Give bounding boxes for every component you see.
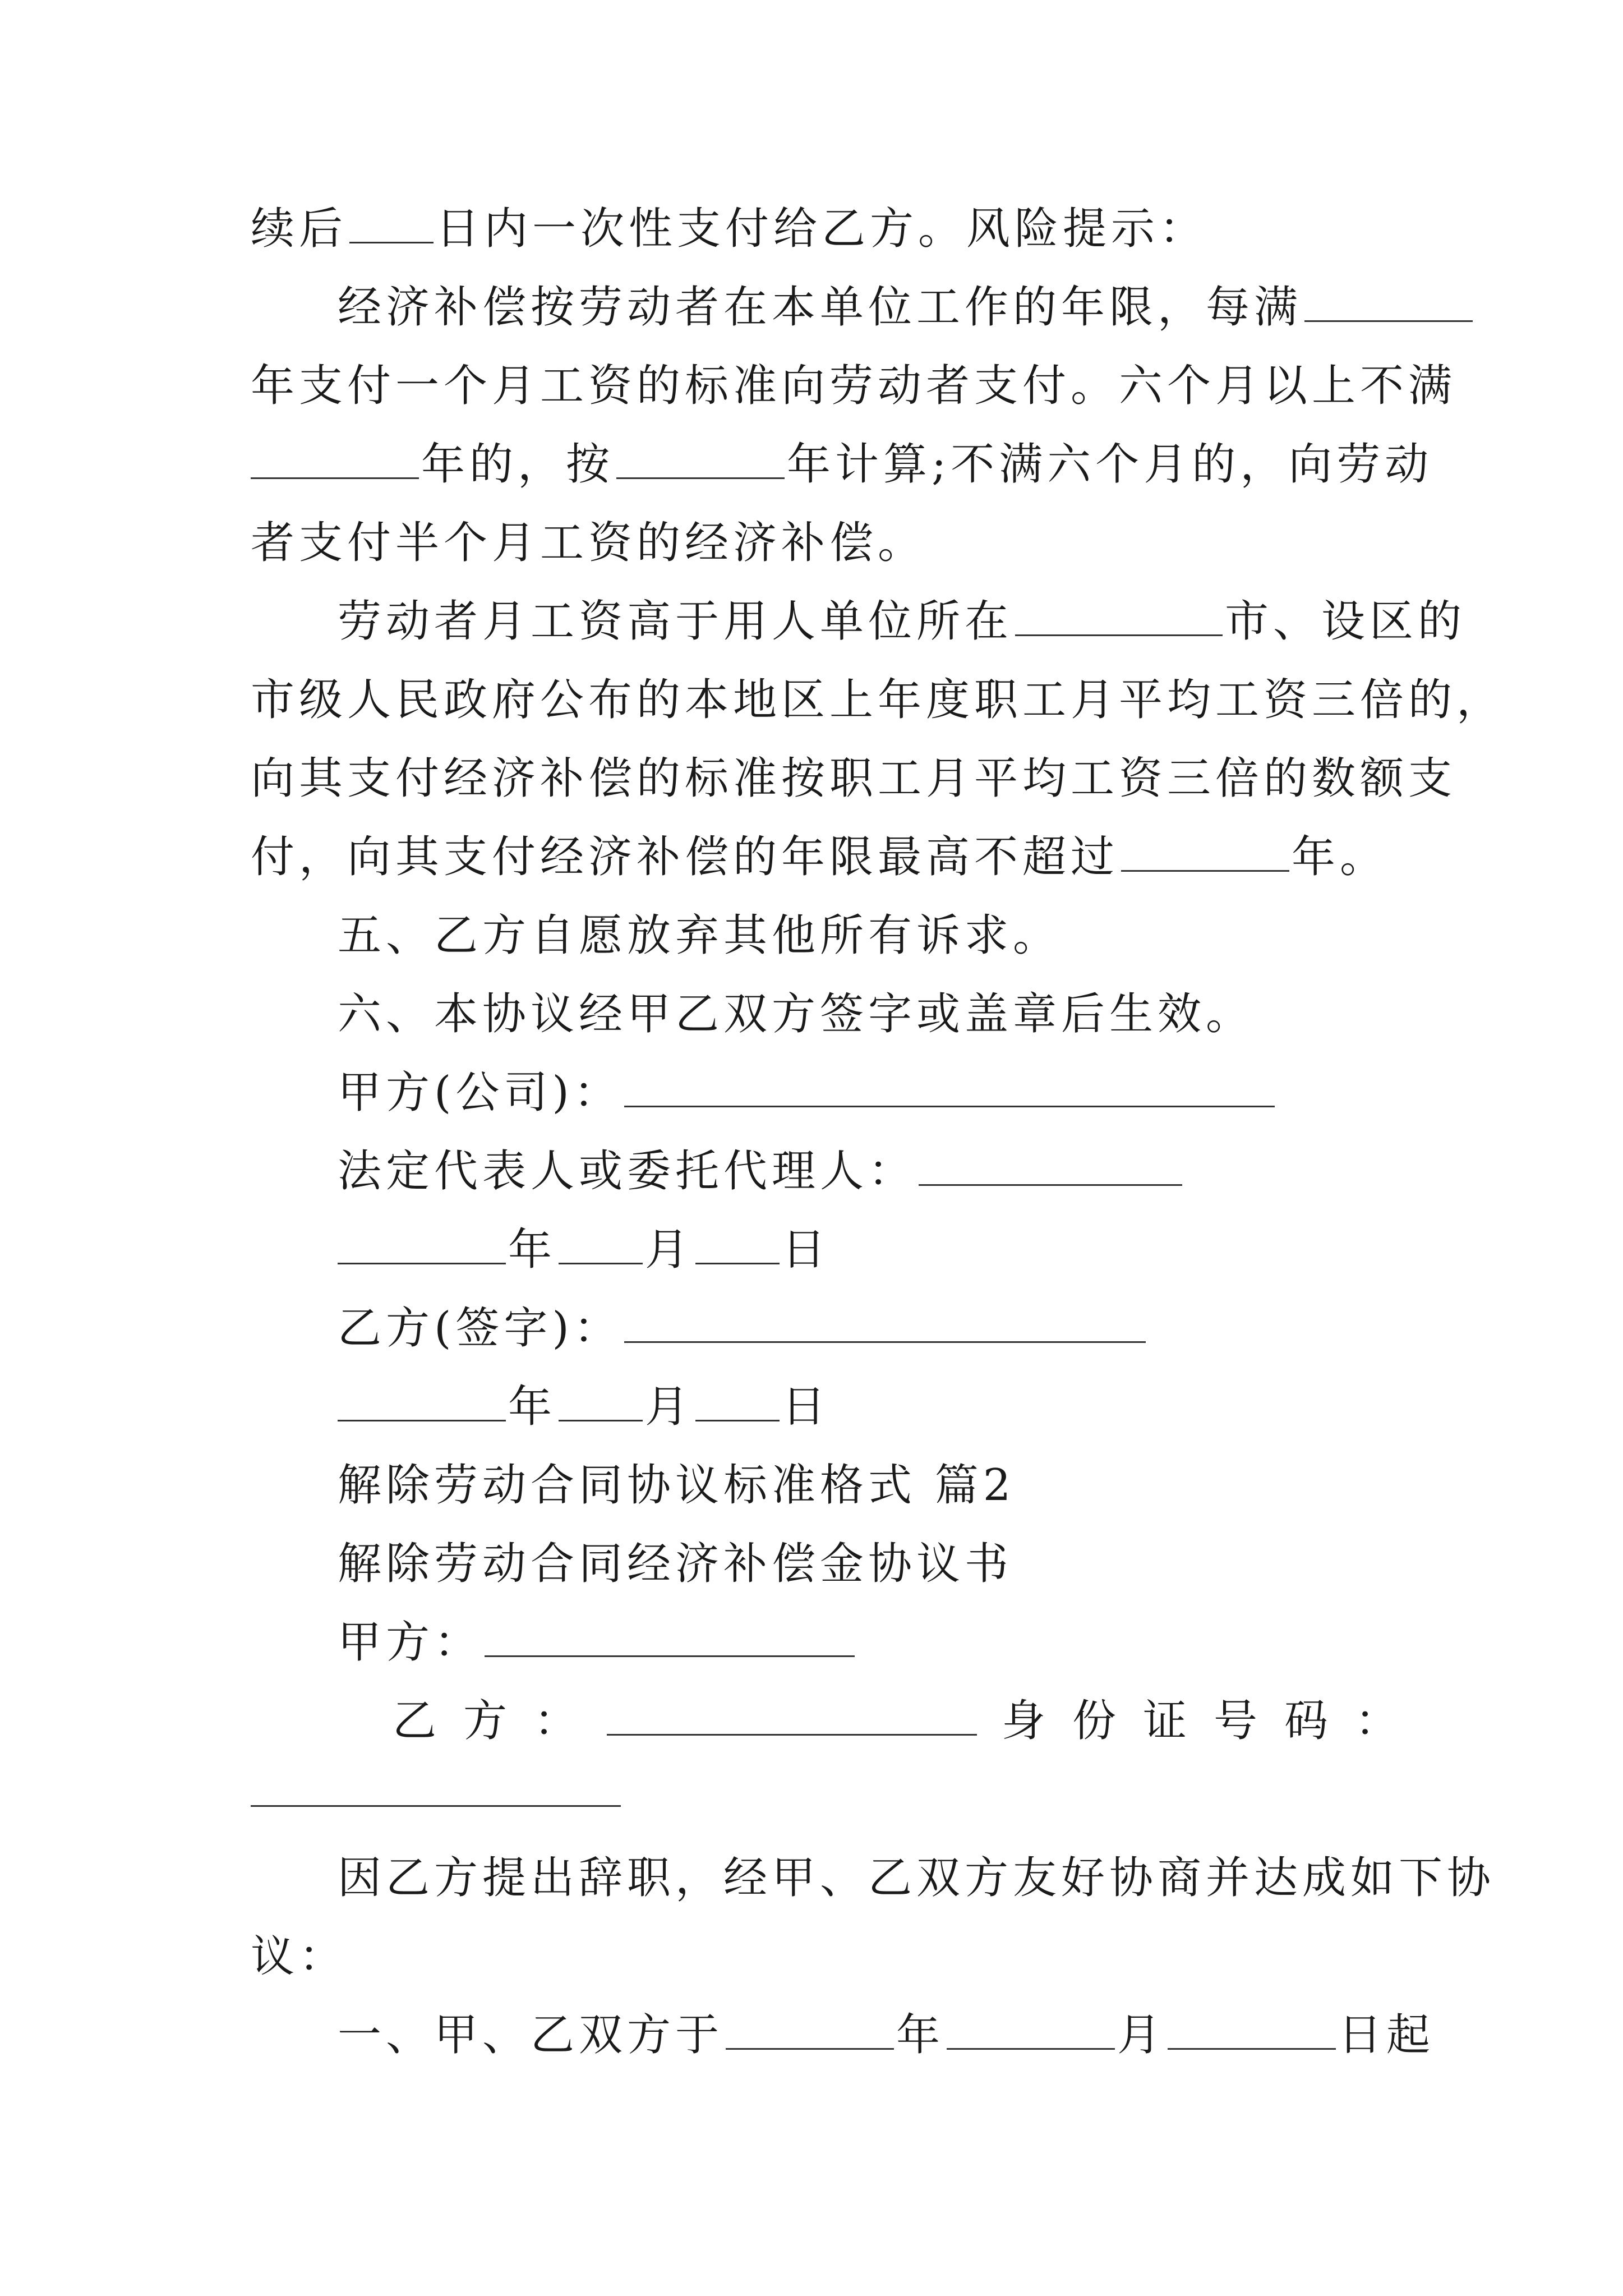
text: 付，向其支付经济补偿的年限最高不超过 [251, 832, 1119, 882]
text: 年。 [1292, 832, 1389, 882]
blank-field [559, 1383, 643, 1421]
text-line-11 [338, 986, 1254, 1042]
label: 法定代表人或委托代理人： [338, 1146, 917, 1197]
text: 劳动者月工资高于用人单位所在 [338, 596, 1013, 647]
text: 年计算;不满六个月的，向劳动 [787, 439, 1433, 490]
text: 市级人民政府公布的本地区上年度职工月平均工资三倍的， [251, 675, 1505, 725]
text: 解除劳动合同协议标准格式 篇2 [338, 1460, 1016, 1511]
text: 解除劳动合同经济补偿金协议书 [338, 1539, 1013, 1589]
text-line-23 [338, 2007, 1435, 2063]
text: 议： [251, 1931, 348, 1982]
text: 年支付一个月工资的标准向劳动者支付。六个月以上不满 [251, 361, 1457, 411]
text-line-22 [251, 1929, 347, 1985]
signature-party-a [338, 1065, 1277, 1121]
text: 六、本协议经甲乙双方签字或盖章后生效。 [338, 989, 1255, 1039]
date-line-a [338, 1222, 830, 1278]
id-number-blank [251, 1805, 621, 1807]
label: 甲方： [338, 1617, 483, 1668]
text: 年的，按 [421, 439, 615, 490]
blank-field [338, 1383, 506, 1421]
date-line-b [338, 1379, 830, 1435]
text: 续后 [251, 204, 348, 254]
text: 经济补偿按劳动者在本单位工作的年限，每满 [338, 282, 1303, 333]
label: 乙方(签字)： [338, 1303, 622, 1354]
blank-field [1015, 597, 1223, 636]
text: 年 [508, 1225, 557, 1275]
blank-field [624, 1069, 1275, 1107]
section-heading [338, 1457, 1015, 1513]
text: 日起 [1338, 2010, 1435, 2060]
blank-field [919, 1147, 1182, 1186]
text-line-1 [251, 201, 1207, 257]
text: 日内一次性支付给乙方。风险提示： [436, 204, 1208, 254]
text-line-10 [338, 908, 1061, 964]
blank-field [559, 1226, 643, 1264]
text: 月 [645, 1225, 694, 1275]
text-line-3 [251, 358, 1456, 414]
text: 者支付半个月工资的经济补偿。 [251, 518, 926, 568]
text: 市、设区的 [1225, 596, 1467, 647]
text: 因乙方提出辞职，经甲、乙双方友好协商并达成如下协 [338, 1853, 1496, 1903]
text: 日 [782, 1225, 831, 1275]
text-line-6 [338, 593, 1466, 650]
blank-field [695, 1383, 780, 1421]
blank-field [695, 1226, 780, 1264]
blank-field [624, 1304, 1146, 1343]
text-line-7 [251, 672, 1505, 728]
blank-field [1168, 2011, 1336, 2050]
blank-field [1121, 833, 1289, 872]
blank-field [349, 205, 434, 243]
blank-field [616, 440, 785, 479]
blank-field [726, 2011, 894, 2050]
label: 甲方(公司)： [338, 1068, 622, 1118]
text: 月 [1117, 2010, 1166, 2060]
text-line-2 [338, 279, 1475, 335]
text: 五、乙方自愿放弃其他所有诉求。 [338, 910, 1062, 961]
text: 月 [645, 1382, 694, 1432]
blank-field [1304, 283, 1473, 322]
text-line-9 [251, 829, 1388, 885]
document-title [338, 1536, 1013, 1592]
text-line-8 [251, 751, 1456, 807]
signature-representative [338, 1143, 1184, 1199]
label: 身份证号码： [1002, 1696, 1426, 1746]
text: 向其支付经济补偿的标准按职工月平均工资三倍的数额支 [251, 753, 1457, 804]
blank-field [251, 440, 419, 479]
text-line-4 [251, 436, 1433, 493]
signature-party-b [338, 1300, 1148, 1356]
blank-field [485, 1618, 855, 1657]
text: 一、甲、乙双方于 [338, 2010, 724, 2060]
blank-field [338, 1226, 506, 1264]
text-line-5 [251, 515, 926, 571]
label: 乙方： [393, 1696, 605, 1746]
text: 日 [782, 1382, 831, 1432]
blank-field [607, 1697, 977, 1736]
text: 年 [508, 1382, 557, 1432]
text: 年 [896, 2010, 945, 2060]
party-a-line [338, 1614, 857, 1671]
blank-field [947, 2011, 1115, 2050]
text-line-21 [338, 1850, 1495, 1906]
party-b-line [393, 1693, 1426, 1749]
